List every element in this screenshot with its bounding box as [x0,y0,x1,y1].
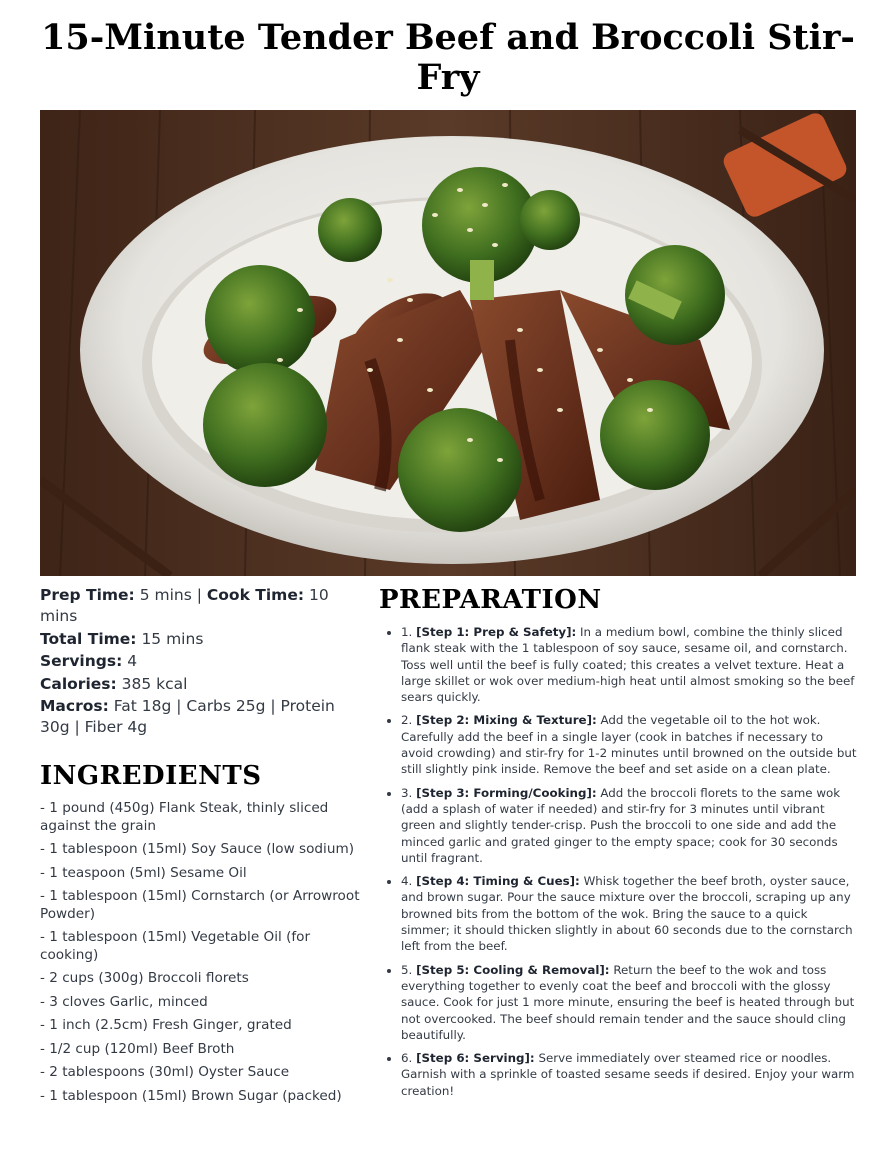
step-item [401,873,857,954]
ingredient-item: - 1 tablespoon (15ml) Cornstarch (or Arrowroot Powder) [40,888,360,922]
total-time-line [40,629,360,650]
macros-value: Fat 18g | Carbs 25g | Protein 30g | Fiber 4g [40,697,335,736]
ingredient-item: - 1 teaspoon (5ml) Sesame Oil [40,864,247,881]
step-text: Add the vegetable oil to the hot wok. Carefully add the beef in a single layer (cook in batches if necessary to avoid crowding) and stir-fry for 1-2 minutes until browned on the outside but still slightly pink inside. Remove the beef and set aside on a clean plate. [401,713,857,777]
step-text: Add the broccoli florets to the same wok (add a splash of water if needed) and stir-fry for 3 minutes until vibrant green and slightly tender-crisp. Push the broccoli to one side and add the minced garlic and grated ginger to the empty space; cook for 30 seconds until fragrant. [401,785,841,865]
step-title: [Step 5: Cooling & Removal]: [416,962,610,977]
step-title: [Step 2: Mixing & Texture]: [416,713,597,728]
recipe-summary-column [40,585,360,1111]
step-item [401,712,857,777]
ingredient-item: - 1 tablespoon (15ml) Vegetable Oil (for cooking) [40,929,311,963]
prep-time-value: 5 mins [139,586,192,604]
cook-time-value: 10 mins [40,586,329,625]
calories-label: Calories: [40,674,117,693]
ingredient-item: - 2 cups (300g) Broccoli florets [40,970,249,986]
step-title: [Step 3: Forming/Cooking]: [416,785,597,800]
ingredient-item: - 1 tablespoon (15ml) Soy Sauce (low sodium) [40,841,354,857]
step-number: 6. [401,1051,413,1066]
step-number: 2. [401,713,413,728]
ingredient-item: - 2 tablespoons (30ml) Oyster Sauce [40,1064,290,1080]
step-title: [Step 6: Serving]: [416,1051,535,1066]
cook-time-label: Cook Time: [206,586,305,604]
step-item [401,962,857,1043]
step-number: 1. [401,625,413,639]
ingredient-list [40,800,360,1105]
servings-value: 4 [127,652,138,670]
step-title: [Step 4: Timing & Cues]: [416,874,580,889]
ingredient-item: - 1 pound (450g) Flank Steak, thinly sliced against the grain [40,800,329,834]
step-number: 4. [401,874,413,889]
step-title: [Step 1: Prep & Safety]: [416,625,577,639]
macros-line [40,696,360,738]
calories-line [40,674,360,695]
total-time-label: Total Time: [40,629,137,648]
beef-broccoli-dish-photo [40,110,856,576]
preparation-heading: PREPARATION [379,585,602,615]
step-item [401,1050,857,1099]
ingredient-item: - 1/2 cup (120ml) Beef Broth [40,1040,235,1057]
step-item [401,785,857,866]
ingredient-item: - 1 inch (2.5cm) Fresh Ginger, grated [40,1017,292,1033]
hero-image [40,110,856,576]
total-time-value: 15 mins [141,629,204,648]
prep-time-label: Prep Time: [40,586,135,604]
macros-label: Macros: [40,697,109,715]
step-number: 5. [401,962,413,977]
calories-value: 385 kcal [121,674,188,693]
ingredient-item: - 1 tablespoon (15ml) Brown Sugar (packed) [40,1087,342,1104]
step-number: 3. [401,785,413,800]
ingredients-heading: INGREDIENTS [40,761,262,791]
step-text: In a medium bowl, combine the thinly sliced flank steak with the 1 tablespoon of soy sauce, sesame oil, and cornstarch. Toss well until the beef is fully coated; this creates a velvet texture. Heat a large skillet or wok over medium-high heat until almost smoking so the beef sears quickly. [401,625,855,705]
meta-separator: | [196,586,202,604]
time-line [40,585,360,627]
step-text: Whisk together the beef broth, oyster sauce, and brown sugar. Pour the sauce mixture over the broccoli, scraping up any browned bits from the bottom of the wok. Bring the sauce to a quick simmer; it should thicken slightly in about 60 seconds due to the cornstarch left from the beef. [401,874,853,954]
preparation-column [379,584,857,1106]
step-text: Return the beef to the wok and toss everything together to evenly coat the beef and broccoli with the glossy sauce. Cook for just 1 more minute, ensuring the beef is heated through but not overcooked. The beef should remain tender and the sauce should cling beautifully. [401,962,855,1042]
step-list [379,624,857,1099]
ingredient-item: - 3 cloves Garlic, minced [40,993,208,1010]
step-text: Serve immediately over steamed rice or noodles. Garnish with a sprinkle of toasted sesame seeds if desired. Enjoy your warm creation! [401,1051,855,1098]
servings-label: Servings: [40,652,123,670]
servings-line [40,651,360,672]
recipe-title: 15-Minute Tender Beef and Broccoli Stir-Fry [41,17,855,98]
step-item [401,624,857,705]
